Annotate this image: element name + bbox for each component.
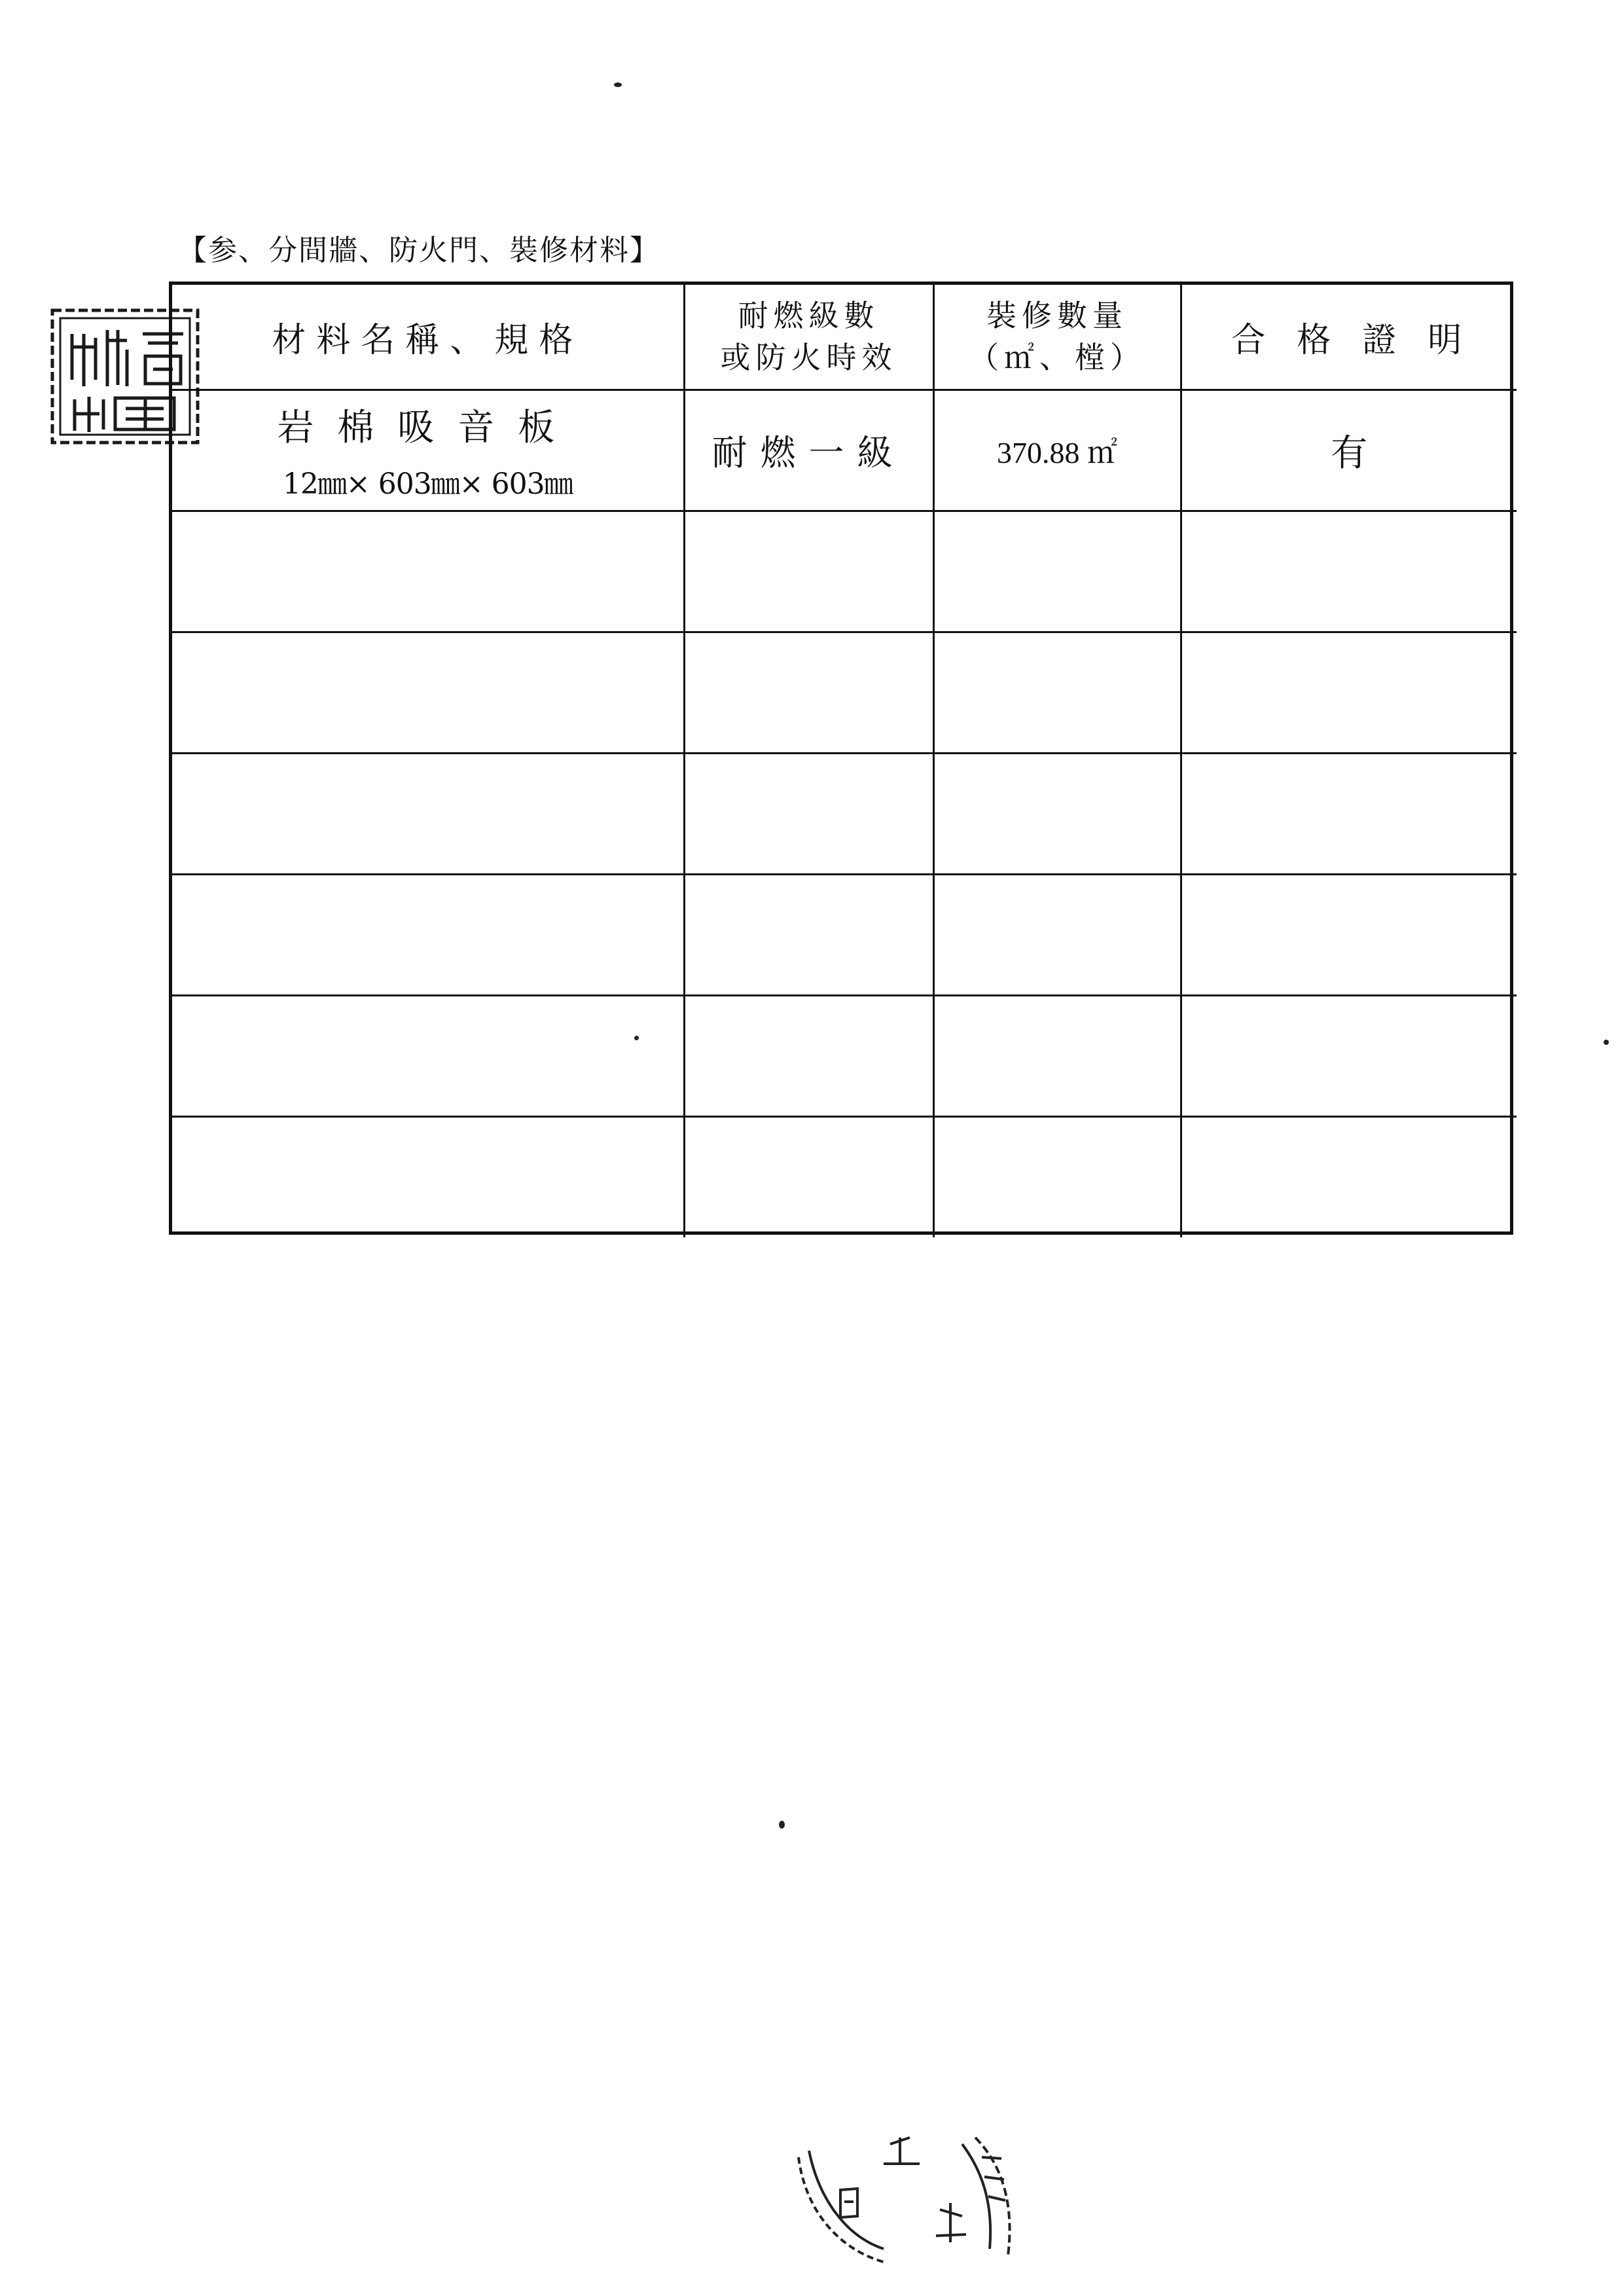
empty-cell (172, 1116, 684, 1237)
seal-stamp-bottom (785, 2118, 1060, 2269)
empty-cell (172, 874, 684, 995)
scan-speck (634, 1036, 639, 1040)
empty-cell (1181, 632, 1517, 753)
table-row-empty (172, 753, 1517, 874)
table-row-empty (172, 995, 1517, 1116)
empty-cell (684, 874, 933, 995)
table-header-row (172, 285, 1517, 390)
header-quantity (933, 285, 1181, 390)
empty-cell (172, 511, 684, 632)
scan-speck (614, 82, 622, 87)
empty-cell (933, 511, 1181, 632)
scan-speck (779, 1821, 785, 1829)
empty-cell (684, 1116, 933, 1237)
empty-cell (684, 511, 933, 632)
table-row-empty (172, 1116, 1517, 1237)
section-title: 【参、分間牆、防火門、裝修材料】 (178, 234, 660, 267)
materials-table (169, 282, 1513, 1235)
header-quantity-line2: （㎡、樘） (969, 340, 1145, 376)
header-fire-rating-line1: 耐燃級數 (738, 298, 880, 334)
quantity: 370.88 ㎡ (997, 435, 1117, 469)
empty-cell (933, 632, 1181, 753)
header-quantity-line1: 裝修數量 (986, 298, 1128, 334)
header-certificate-label: 合格證明 (1231, 320, 1494, 360)
certificate: 有 (1331, 431, 1368, 475)
empty-cell (933, 874, 1181, 995)
empty-cell (684, 632, 933, 753)
header-certificate (1181, 285, 1517, 390)
empty-cell (1181, 511, 1517, 632)
empty-cell (933, 995, 1181, 1116)
empty-cell (1181, 1116, 1517, 1237)
cell-material (172, 390, 684, 511)
header-material-name-label: 材料名稱、規格 (272, 320, 584, 360)
cell-quantity (933, 390, 1181, 511)
material-spec: 12㎜× 603㎜× 603㎜ (282, 467, 573, 501)
cell-rating (684, 390, 933, 511)
header-fire-rating-line2: 或防火時效 (720, 340, 897, 376)
header-material-name (172, 285, 684, 390)
empty-cell (933, 1116, 1181, 1237)
empty-cell (1181, 874, 1517, 995)
empty-cell (684, 995, 933, 1116)
header-fire-rating (684, 285, 933, 390)
scan-speck (1604, 1040, 1609, 1045)
empty-cell (172, 632, 684, 753)
material-name: 岩棉吸音板 (277, 406, 579, 449)
table-row-empty (172, 511, 1517, 632)
empty-cell (1181, 995, 1517, 1116)
fire-rating: 耐燃一級 (711, 432, 906, 473)
table-row-empty (172, 632, 1517, 753)
table-row (172, 390, 1517, 511)
empty-cell (933, 753, 1181, 874)
empty-cell (1181, 753, 1517, 874)
empty-cell (172, 753, 684, 874)
table-row-empty (172, 874, 1517, 995)
empty-cell (684, 753, 933, 874)
empty-cell (172, 995, 684, 1116)
cell-certificate (1181, 390, 1517, 511)
